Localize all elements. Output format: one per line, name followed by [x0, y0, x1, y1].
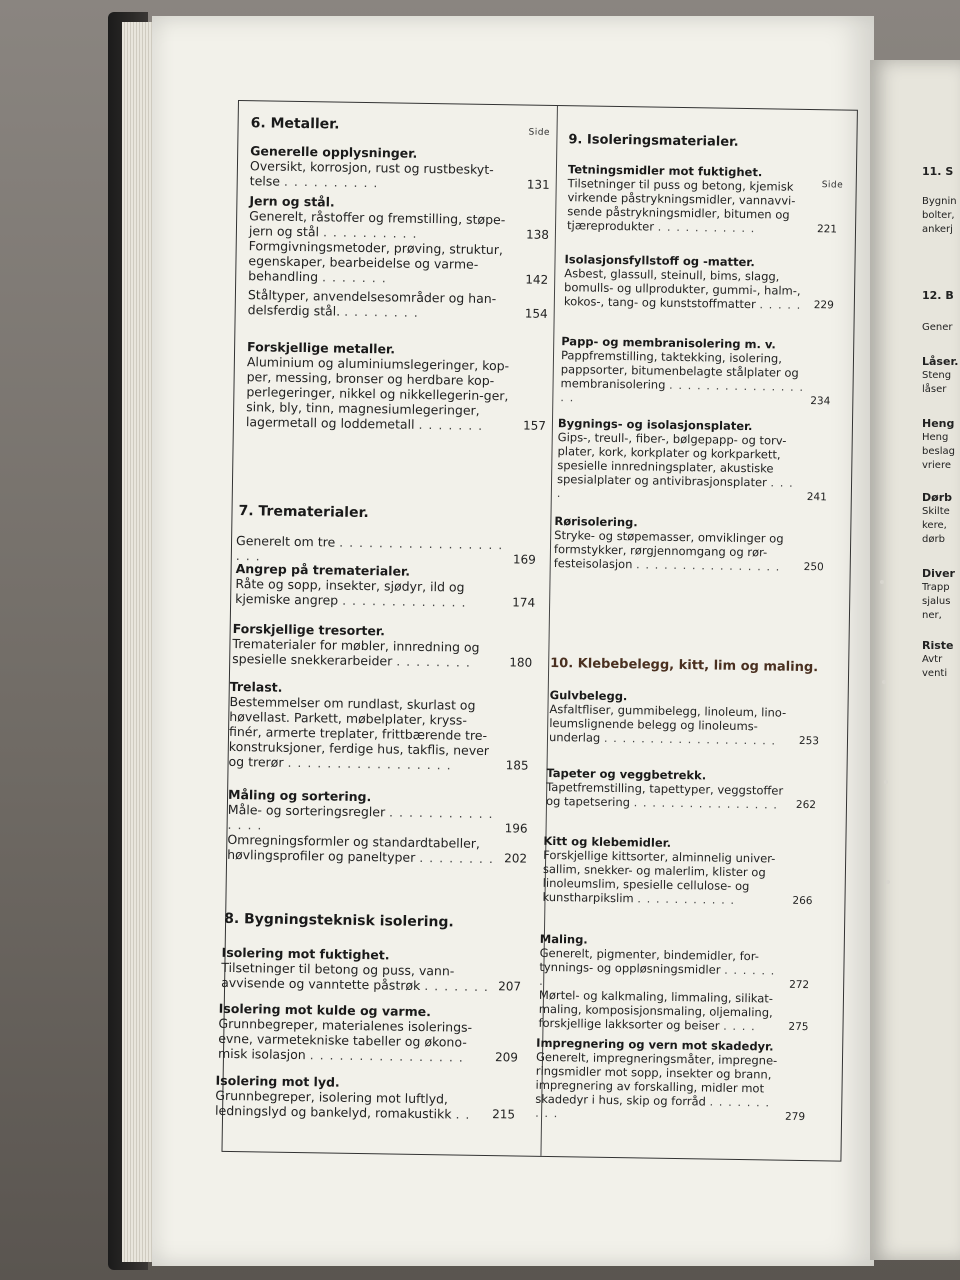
adjacent-line: ankerj: [922, 224, 953, 235]
section-heading: Tetningsmidler mot fuktighet.: [567, 162, 763, 180]
toc-entry[interactable]: [546, 780, 816, 812]
leader-dots: . . . . . . .: [321, 269, 387, 286]
section-heading: Kitt og klebemidler.: [543, 833, 672, 850]
toc-section: [546, 766, 817, 812]
toc-section: [535, 1036, 806, 1124]
entry-text: Forskjellige kittsorter, alminnelig univer-sallim, snekker- og malerlim, klister og linoleumslim, spesielle cellulose- og kunstharpikslim: [542, 847, 776, 906]
entry-text: Måle- og sorteringsregler: [227, 801, 386, 820]
leader-dots: . . . . . . . . . . . . . . . .: [633, 795, 779, 812]
book-page: [152, 16, 874, 1266]
entry-text: Mørtel- og kalkmaling, limmaling, silikat-maling, komposisjonsmaling, oljemaling, forskjellige lakksorter og beiser: [538, 987, 774, 1033]
entry-text: Asbest, glassull, steinull, bims, slagg, bomulls- og ullprodukter, gummi-, halm-, kokos-, tang- og kunststoffmatter: [563, 266, 801, 312]
page-number: 138: [525, 227, 550, 242]
section-heading: Generelle opplysninger.: [250, 143, 418, 161]
leader-dots: . . . . . . . . . . . . .: [342, 592, 467, 610]
page-number: 253: [798, 734, 820, 748]
leader-dots: . . . . . . . . . . .: [657, 219, 756, 236]
leader-dots: . . . . . . . . . . . . . . .: [227, 804, 494, 833]
toc-entry[interactable]: [538, 988, 809, 1034]
adjacent-line: Steng: [922, 370, 952, 381]
toc-entry[interactable]: [246, 354, 547, 434]
leader-dots: . . . . . . . . . .: [283, 173, 379, 191]
leader-dots: . . . .: [556, 475, 794, 501]
page-number: 180: [509, 655, 533, 670]
side-label: Side: [821, 180, 844, 191]
page-number: 279: [784, 1110, 806, 1124]
toc-section: [227, 787, 528, 867]
section-heading: Isolering mot kulde og varme.: [218, 1000, 432, 1020]
chapter-title: 7. Trematerialer.: [238, 503, 369, 522]
toc-section: [218, 1001, 519, 1066]
toc-section: [554, 514, 825, 574]
entry-text: Råte og sopp, insekter, sjødyr, ild og kjemiske angrep: [235, 576, 465, 608]
binding-hole: [884, 780, 888, 784]
leader-dots: . . . . .: [759, 297, 802, 312]
toc-entry[interactable]: [232, 636, 532, 671]
toc-section: [221, 945, 522, 995]
toc-section: [248, 193, 550, 322]
binding-hole: [880, 580, 884, 584]
page-number: 196: [504, 821, 528, 836]
adjacent-heading: Dørb: [922, 491, 952, 504]
leader-dots: . . . . . . . . . . . . . . . . .: [560, 377, 805, 405]
section-heading: Maling.: [539, 931, 588, 947]
leader-dots: . . . . . . . . . . .: [637, 891, 736, 907]
binding-hole: [882, 680, 886, 684]
toc-section: [557, 416, 828, 504]
toc-entry[interactable]: [235, 576, 535, 611]
chapter-title: 6. Metaller.: [250, 115, 340, 133]
adjacent-line: vriere: [922, 460, 952, 471]
adjacent-line: Skilte: [922, 506, 950, 517]
section-heading: Isolasjonsfyllstoff og -matter.: [564, 252, 755, 270]
page-number: 250: [803, 560, 824, 574]
toc-section: [560, 334, 831, 408]
entry-text: Tilsetninger til betong og puss, vann-avvisende og vanntette påstrøk: [221, 959, 455, 993]
page-number: 209: [494, 1050, 519, 1065]
leader-dots: . . . .: [723, 1018, 756, 1034]
entry-text: Stryke- og støpemasser, omviklinger og formstykker, rørgjennomgang og rør-festeisolasjon: [553, 528, 784, 572]
page-number: 169: [512, 552, 536, 567]
leader-dots: . . . . . . . .: [344, 303, 419, 320]
section-heading: Bygnings- og isolasjonsplater.: [557, 416, 753, 434]
entry-text: Generelt, pigmenter, bindemidler, for-tynnings- og oppløsningsmidler: [539, 945, 760, 977]
side-label: Side: [528, 127, 551, 138]
toc-section: [228, 679, 529, 774]
leader-dots: . . . . . . . . . . . . . . . . .: [287, 754, 452, 773]
section-heading: Angrep på trematerialer.: [235, 561, 411, 579]
entry-text: Bestemmelser om rundlast, skurlast og høvellast. Parkett, møbelplater, kryss-finér, armerte treplater, frittbærende tre-konstruksjoner, ferdige hus, takflis, never og trerør: [228, 693, 490, 770]
adjacent-line: kere,: [922, 520, 947, 531]
page-number: 241: [806, 490, 827, 504]
adjacent-heading: 12. B: [922, 289, 954, 302]
entry-text: Tilsetninger til puss og betong, kjemisk virkende påstrykningsmidler, vannavvi-sende påstrykningsmidler, bitumen og tjæreprodukter: [566, 176, 796, 234]
page-number: 207: [498, 979, 522, 994]
toc-section: [232, 621, 533, 671]
toc-entry[interactable]: [221, 960, 521, 995]
page-number: 142: [525, 272, 549, 287]
entry-text: Omregningsformler og standardtabeller, høvlingsprofiler og paneltyper: [227, 831, 481, 865]
contents-frame: [215, 100, 857, 1162]
section-heading: Rørisolering.: [554, 514, 638, 530]
adjacent-heading: Heng: [922, 417, 955, 430]
toc-section: [246, 339, 547, 434]
entry-text: Oversikt, korrosjon, rust og rustbeskyt-telse: [249, 158, 494, 189]
adjacent-line: venti: [922, 668, 948, 679]
adjacent-line: låser: [922, 384, 947, 395]
toc-entry[interactable]: [549, 702, 820, 748]
toc-entry[interactable]: [250, 158, 550, 193]
toc-entry[interactable]: [535, 1050, 806, 1124]
left-column: [215, 101, 557, 1156]
entry-text: Tapetfremstilling, tapettyper, veggstoffer og tapetsering: [545, 779, 784, 810]
page-number: 215: [492, 1107, 516, 1122]
entry-text: Gips-, treull-, fiber-, bølgepapp- og torv-plater, kork, korkplater og korkparkett, spesielle innredningsplater, akustiske spesialplater og antivibrasjonsplater: [556, 430, 787, 490]
toc-section: [215, 1073, 516, 1123]
adjacent-page: [870, 60, 960, 1260]
section-heading: Papp- og membranisolering m. v.: [561, 334, 776, 352]
leader-dots: . . . . . . . . . .: [535, 1094, 771, 1121]
section-heading: Impregnering og vern mot skadedyr.: [536, 1035, 774, 1054]
chapter-title: 10. Klebebelegg, kitt, lim og maling.: [550, 655, 819, 676]
section-heading: Isolering mot lyd.: [215, 1072, 340, 1090]
toc-entry[interactable]: [228, 694, 529, 774]
leader-dots: . . . . . . . .: [419, 849, 495, 867]
adjacent-heading: Riste: [922, 639, 954, 652]
adjacent-line: Avtr: [922, 654, 943, 665]
leader-dots: . . . . . . .: [424, 978, 490, 995]
toc-entry[interactable]: [560, 348, 831, 408]
section-heading: Trelast.: [229, 678, 283, 695]
page-number: 229: [813, 299, 834, 312]
leader-dots: . . . . . . . . . . . . . . . .: [309, 1047, 464, 1065]
toc-entry[interactable]: [554, 528, 825, 574]
page-number: 275: [788, 1020, 809, 1034]
leader-dots: . . . . . . .: [418, 416, 484, 433]
toc-section: [250, 143, 551, 193]
toc-section: [235, 561, 536, 611]
adjacent-line: bolter,: [922, 210, 955, 221]
toc-section: [538, 932, 810, 1034]
adjacent-line: Bygnin: [922, 196, 957, 207]
toc-entry[interactable]: [249, 208, 549, 243]
entry-text: Generelt, impregneringsmåter, impregne-ringsmidler mot sopp, insekter og brann, impregnering av forskalling, midler mot skadedyr i hus, skip og forråd: [535, 1049, 778, 1109]
leader-dots: . . . . . . .: [539, 962, 776, 988]
toc-section: [542, 834, 813, 908]
entry-text: Aluminium og aluminiumslegeringer, kop-per, messing, bronser og herdbare kop-perlegeringer, nikkel og nikkellegerin-ger, sink, bly, tinn, magnesiumlegeringer, lagermetall og loddemetall: [245, 354, 510, 432]
page-number: 174: [512, 595, 536, 610]
entry-text: Grunnbegreper, materialenes isolerings-evne, varmetekniske tabeller og økono-misk isolasjon: [217, 1015, 473, 1063]
toc-entry[interactable]: [215, 1088, 515, 1123]
section-heading: Måling og sortering.: [227, 786, 372, 805]
page-number: 154: [524, 306, 548, 321]
leader-dots: . . . . . . . . . . . . . . . . . . .: [603, 730, 777, 748]
entry-text: Asfaltfliser, gummibelegg, linoleum, lino-leumslignende belegg og linoleums-underlag: [548, 701, 787, 745]
adjacent-line: sjalus: [922, 596, 951, 607]
leader-dots: . . . . . . . . . . . . . . . .: [635, 557, 781, 574]
page-number: 185: [505, 758, 529, 773]
entry-text: Trematerialer for møbler, innredning og spesielle snekkerarbeider: [232, 635, 480, 669]
page-number: 131: [526, 177, 550, 192]
toc-section: [564, 252, 835, 312]
adjacent-line: Gener: [922, 322, 953, 333]
entry-text: Ståltyper, anvendelsesområder og han-delsferdig stål.: [247, 287, 497, 319]
toc-section: [549, 688, 820, 748]
section-heading: Gulvbelegg.: [549, 687, 628, 704]
toc-entry[interactable]: [228, 802, 528, 837]
page-number: 272: [789, 978, 810, 992]
section-heading: Forskjellige metaller.: [247, 339, 396, 357]
toc-section: [567, 162, 838, 236]
adjacent-line: beslag: [922, 446, 955, 457]
page-number: 157: [522, 418, 547, 433]
toc-entry[interactable]: [567, 176, 838, 236]
page-number: 234: [810, 395, 831, 408]
toc-entry[interactable]: [248, 287, 548, 322]
adjacent-heading: 11. S: [922, 165, 954, 178]
adjacent-line: Trapp: [922, 582, 950, 593]
adjacent-line: ner,: [922, 610, 942, 621]
page-number: 262: [795, 798, 817, 812]
toc-entry[interactable]: [539, 946, 810, 992]
leader-dots: . . . . . . . . . . . . . . . . . . . .: [235, 534, 504, 564]
section-heading: Forskjellige tresorter.: [232, 620, 386, 639]
page-number: 221: [816, 223, 838, 236]
entry-text: Grunnbegreper, isolering mot luftlyd, ledningslyd og bankelyd, romakustikk: [215, 1087, 452, 1122]
leader-dots: . . . . . . . .: [396, 653, 471, 670]
leader-dots: . . . . . . . . . .: [322, 224, 418, 241]
chapter-title: 9. Isoleringsmaterialer.: [568, 132, 739, 150]
page-number: 202: [504, 851, 528, 866]
adjacent-heading: Låser.: [922, 355, 959, 368]
entry-text: Formgivningsmetoder, prøving, struktur, egenskaper, bearbeidelse og varme-behandling: [248, 238, 504, 285]
toc-entry[interactable]: [227, 832, 527, 867]
toc-entry[interactable]: [542, 848, 813, 908]
section-heading: Isolering mot fuktighet.: [221, 944, 390, 963]
entry-text: Generelt om tre: [235, 533, 336, 550]
chapter-title: 8. Bygningsteknisk isolering.: [224, 910, 454, 931]
entry-text: Pappfremstilling, taktekking, isolering, pappsorter, bitumenbelagte stålplater og membranisolering: [560, 348, 799, 392]
toc-entry[interactable]: [564, 266, 835, 312]
toc-entry[interactable]: [218, 1016, 519, 1066]
adjacent-line: dørb: [922, 534, 945, 545]
adjacent-line: Heng: [922, 432, 949, 443]
section-heading: Tapeter og veggbetrekk.: [546, 765, 707, 783]
adjacent-heading: Diver: [922, 567, 955, 580]
binding-hole: [886, 880, 890, 884]
toc-entry[interactable]: [248, 238, 549, 288]
section-heading: Jern og stål.: [249, 193, 335, 210]
leader-dots: . .: [455, 1106, 471, 1122]
toc-entry[interactable]: [557, 430, 828, 504]
entry-text: Generelt, råstoffer og fremstilling, støpe-jern og stål: [248, 208, 506, 240]
page-number: 266: [792, 894, 813, 908]
